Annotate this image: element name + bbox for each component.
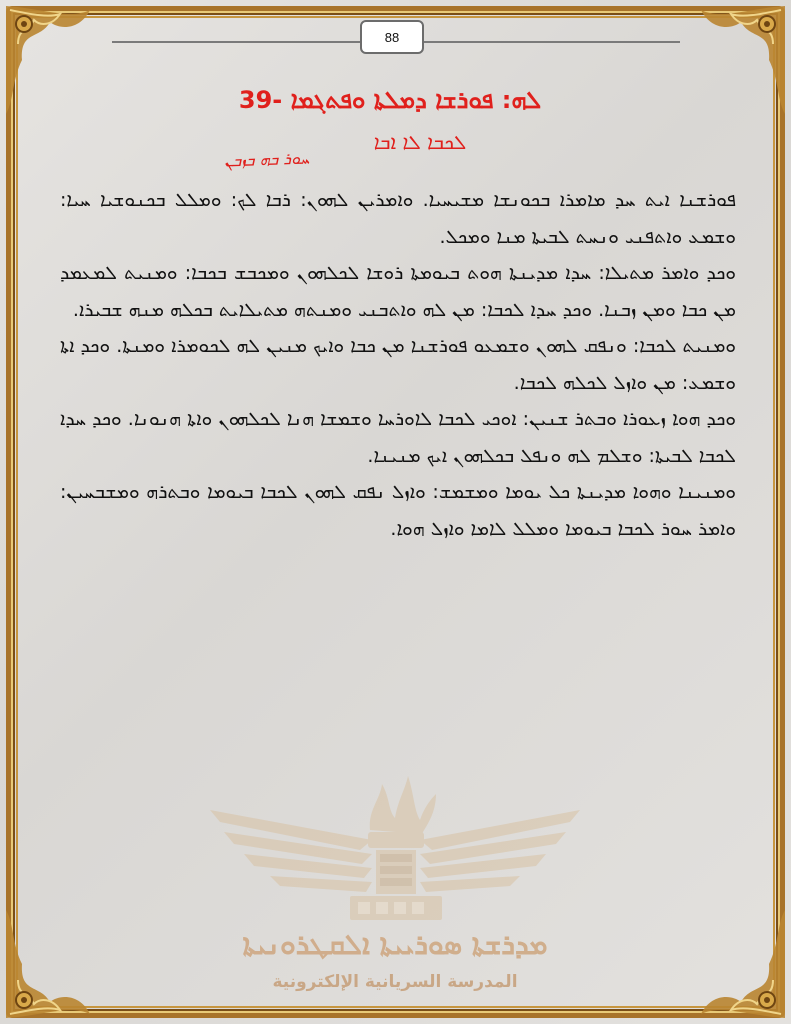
school-name-syriac: ܡܕܪܫܬܐ ܣܘܪܝܝܬܐ ܐܠܩܛܪܘܢܝܬܐ — [242, 928, 548, 961]
paragraph: ܦܘܪܫܢܐ ܐܝܬ ܚܕ ܡܐܡܪܐ ܒܟܘܢܫܐ ܡܫܝܚܝܐ. ܘܐܡܪܝܢ ܠܗܘܢ: ܪܒܐ ܠܟ: ܘܡܠܠ ܒܟܢܘܫܝܐ ܚܝܐ: ܘܫܡܥ ܘܐܬܦܢܝ ܘܢܚܬ ܠܒܝܬܐ ܡܢܐ ܘܡܟܠ. — [60, 189, 736, 248]
body-text — [60, 182, 736, 547]
paragraph: ܘܡܢܝܢܐ ܘܗܘܐ ܡܕܝܢܬܐ ܟܠ ܝܘܡܐ ܘܡܫܡܫ: ܘܐܙܠ ܢܦܩ ܠܗܘܢ ܠܟܒܐ ܒܝܘܡܐ ܘܒܬܪܗ ܘܡܫܒܚܝܢ: ܘܐܡܪ ܚܘܪ ܠܟܒܐ ܒܝܘܡܐ ܘܡܠܠ ܠܐܡܐ ܘܐܙܠ ܗܘܐ. — [60, 481, 736, 540]
corner-ornament-icon — [0, 0, 120, 120]
paragraph: ܘܟܕ ܘܐܡܪ ܡܬܝܠܐ: ܚܕܐ ܡܕܝܢܬܐ ܗܘܬ ܒܝܘܡܬܐ ܪܘܫܐ ܠܟܠܗܘܢ ܘܡܟܒܫ ܒܟܒܐ: ܘܡܢܝܬ ܠܡܥܡܕ ܡܢ ܟܒܐ ܘܡܢ ܙܒܢܐ. ܘܟܕ ܚܕܐ ܠܟܒܐ: ܡܢ ܠܗ ܘܐܬܒܢܝ ܘܡܢܬܗ ܡܬܝܠܐܝܬ ܒܟܠܗ ܡܢܗ ܫܒܝܪܐ. — [60, 262, 736, 321]
lesson-title: ܠܗ: ܦܘܪܫܐ ܕܡܠܬܐ ܘܦܬܓܡܐ -39 — [238, 86, 542, 114]
school-name-arabic: المدرسة السريانية الإلكترونية — [272, 972, 518, 992]
corner-ornament-icon — [0, 904, 120, 1024]
lesson-subtitle: ܠܟܒܐ ܠܐ ܐܒܐ — [373, 130, 467, 154]
page-number: 88 — [360, 20, 424, 54]
winged-emblem-icon — [200, 770, 590, 930]
corner-ornament-icon — [671, 904, 791, 1024]
paragraph: ܘܡܢܝܬ ܠܟܒܐ: ܘܢܦܩ ܠܗܘܢ ܘܫܡܥܘ ܦܘܪܫܢܐ ܡܢ ܟܒܐ ܘܐܝܟ ܡܢܝܢ ܠܗ ܠܟܘܡܪܐ ܘܡܢܬܐ. ܘܟܕ ܐܬܐ ܘܫܡܥ: ܡܢ ܘܐܙܠ ܠܟܠܗ ܠܟܒܐ. — [60, 335, 736, 394]
paragraph: ܘܟܕ ܗܘܐ ܙܥܘܪܐ ܘܒܬܪ ܫܢܝܢ: ܐܘܟܝ ܠܟܒܐ ܠܐܘܪܚܐ ܘܫܡܫܐ ܗܢܐ ܠܟܠܗܘܢ ܘܐܬܐ ܗܢܘܢܐ. ܘܟܕ ܚܕܐ ܠܟܒܐ ܠܒܝܬܐ: ܘܫܠܡ ܠܗ ܘܢܦܠ ܒܟܠܗܘܢ ܐܝܟ ܡܢܝܢܐ. — [60, 408, 736, 467]
corner-ornament-icon — [671, 0, 791, 120]
handwritten-annotation: ܚܘܪ ܒܗ ܒܙܒܢ — [223, 148, 310, 171]
